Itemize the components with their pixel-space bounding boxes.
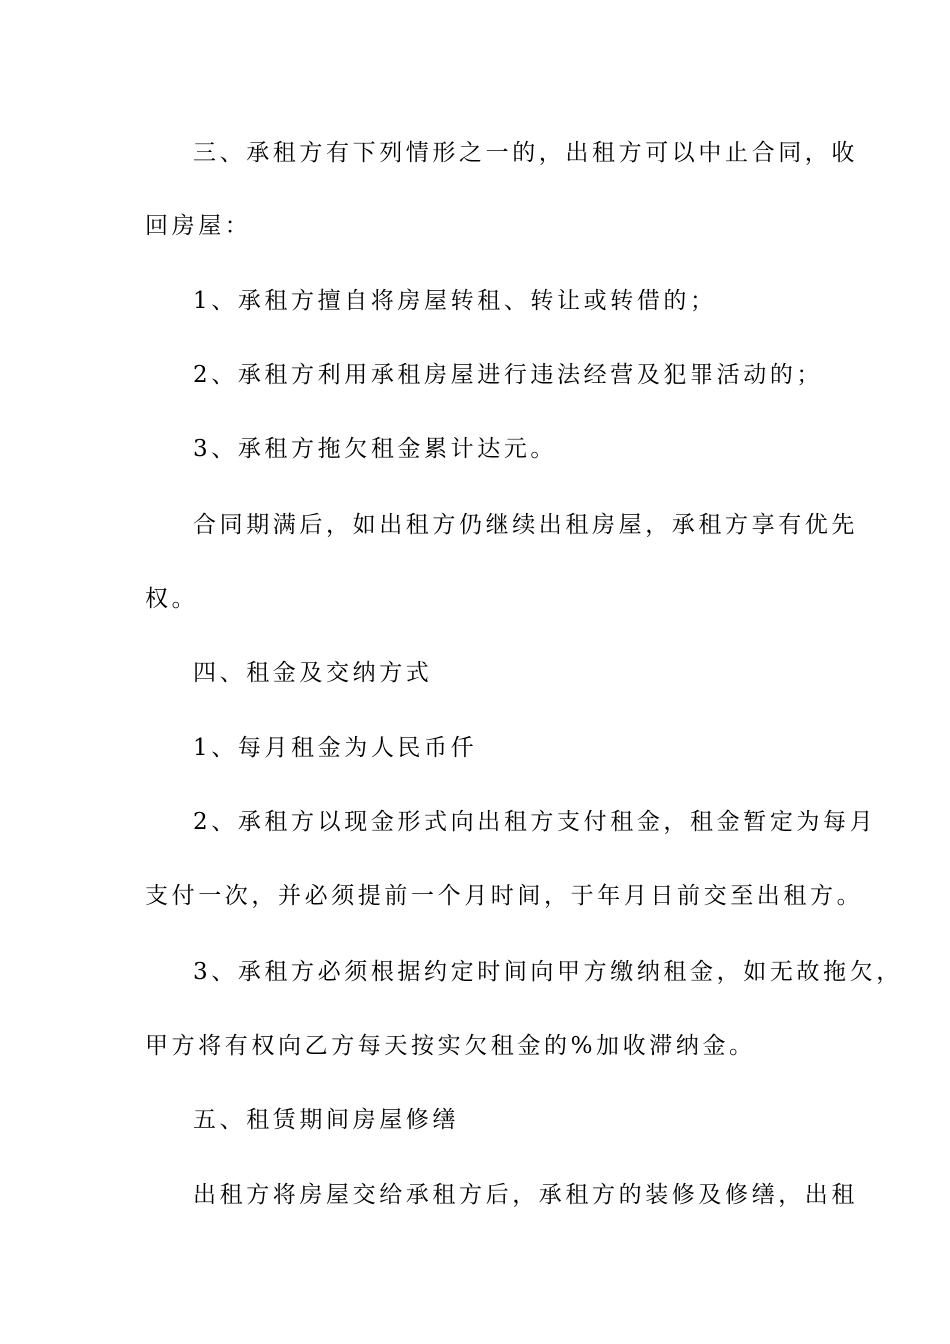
paragraph-line: 支付一次，并必须提前一个月时间，于年月日前交至出租方。	[145, 883, 864, 909]
list-item: 1、每月租金为人民币仟	[193, 735, 478, 761]
paragraph-line: 出租方将房屋交给承租方后，承租方的装修及修缮，出租	[193, 1182, 858, 1208]
list-item: 3、承租方拖欠租金累计达元。	[193, 436, 558, 462]
section-heading: 四、租金及交纳方式	[193, 660, 433, 686]
list-item: 3、承租方必须根据约定时间向甲方缴纳租金，如无故拖欠，	[193, 959, 903, 985]
list-item: 2、承租方利用承租房屋进行违法经营及犯罪活动的；	[193, 362, 824, 388]
paragraph-line: 回房屋：	[145, 213, 252, 239]
paragraph-line: 三、承租方有下列情形之一的，出租方可以中止合同，收	[193, 140, 858, 166]
list-item: 1、承租方擅自将房屋转租、转让或转借的；	[193, 288, 717, 314]
paragraph-line: 合同期满后，如出租方仍继续出租房屋，承租方享有优先	[193, 512, 858, 538]
section-heading: 五、租赁期间房屋修缮	[193, 1107, 459, 1133]
paragraph-line: 权。	[145, 586, 199, 612]
paragraph-line: 甲方将有权向乙方每天按实欠租金的%加收滞纳金。	[145, 1033, 756, 1059]
list-item: 2、承租方以现金形式向出租方支付租金，租金暂定为每月	[193, 809, 877, 835]
